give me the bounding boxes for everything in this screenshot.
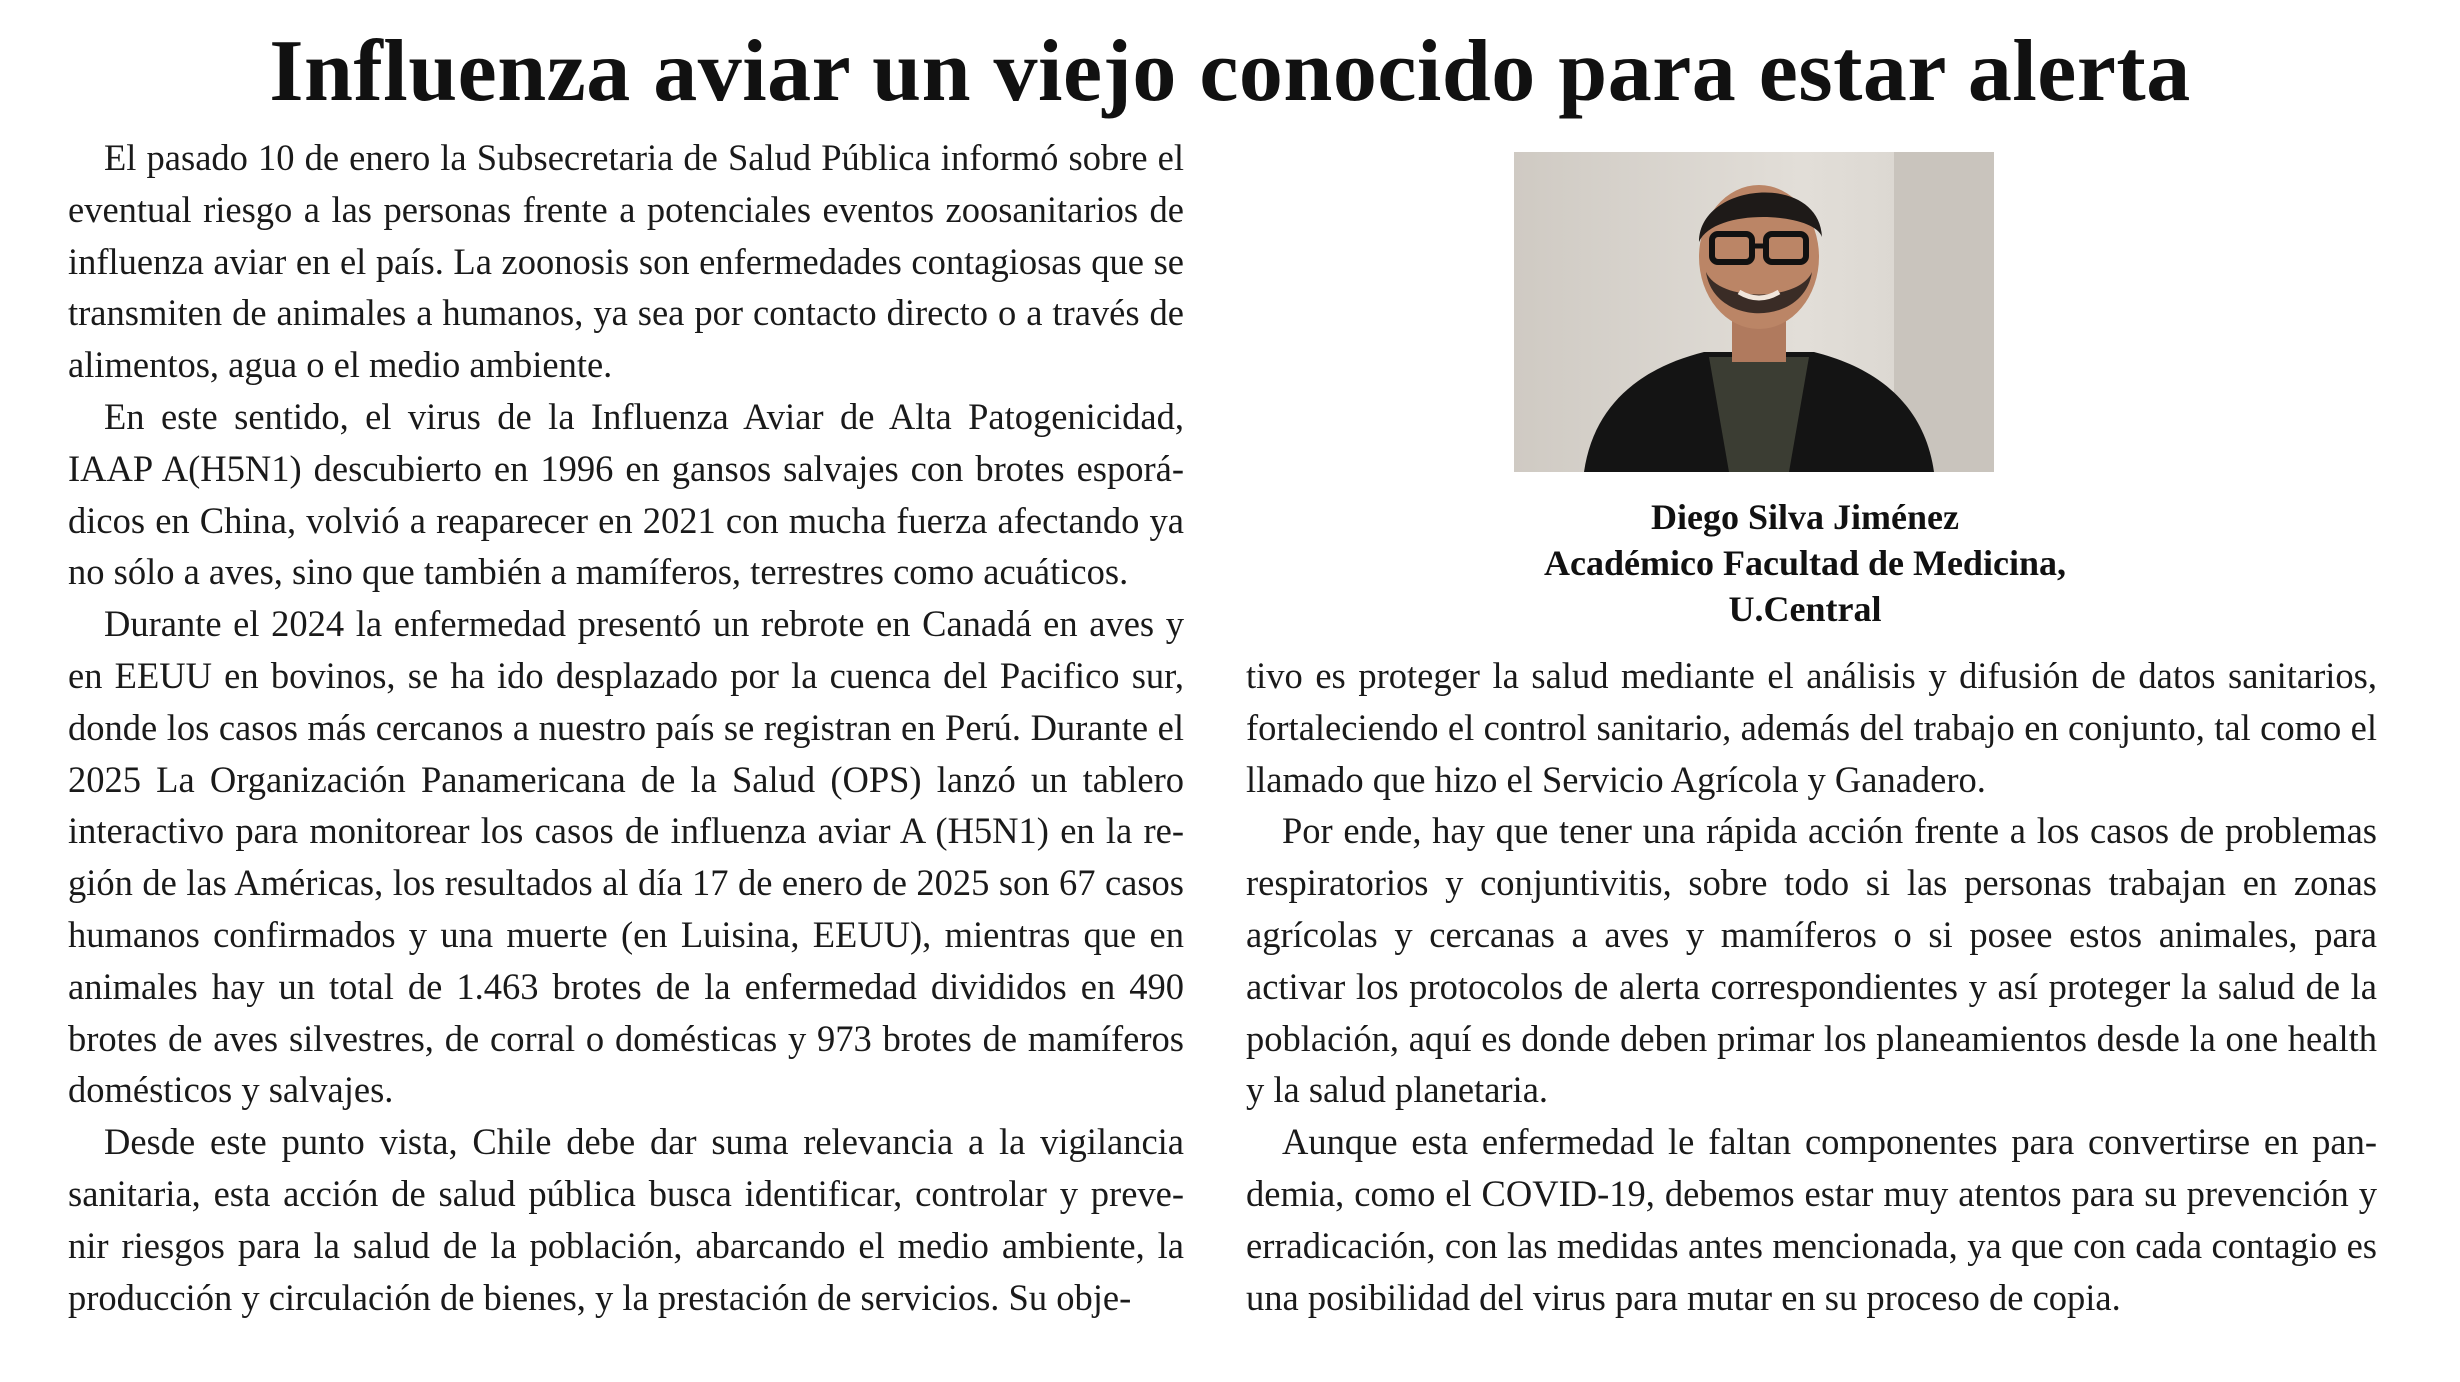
author-portrait-icon (1514, 152, 1994, 472)
article-paragraph: Desde este punto vista, Chile debe dar suma relevancia a la vigilancia sanitaria, esta acción de salud pública busca identificar, controlar y preve-nir riesgos para la salud de la población, abarcando el medio ambiente, la producción y circulación de bienes, y la prestación de servicios. Su obje- (68, 1121, 1184, 1318)
article-paragraph: Durante el 2024 la enfermedad presentó un rebrote en Canadá en aves y en EEUU en bovinos, se ha ido desplazado por la cuenca del Pacifico sur, donde los casos más cercanos a nuestro país se registran en Perú. Durante el 2025 La Organización Panamericana de la Salud (OPS) lanzó un tablero interactivo para monitorear los casos de influenza aviar A (H5N1) en la re-gión de las Américas, los resultados al día 17 de enero de 2025 son 67 casos humanos confirmados y una muerte (en Luisina, EEUU), mientras que en animales hay un total de 1.463 brotes de la enfermedad divididos en 490 brotes de aves silvestres, de corral o domésticas y 973 brotes de mamíferos domésticos y salvajes. (68, 603, 1184, 1111)
article-column-left (68, 132, 1184, 1323)
author-name: Diego Silva Jiménez (1651, 497, 1959, 537)
author-caption (1430, 494, 2180, 632)
author-institution: U.Central (1728, 589, 1882, 629)
article-paragraph: Aunque esta enfermedad le faltan componentes para convertirse en pan-demia, como el COVID-19, debemos estar muy atentos para su prevención y erradicación, con las medidas antes mencionada, ya que con cada contagio es una posibilidad del virus para mutar en su proceso de copia. (1246, 1121, 2377, 1318)
article-paragraph: tivo es proteger la salud mediante el análisis y difusión de datos sanitarios, fortaleciendo el control sanitario, además del trabajo en conjunto, tal como el llamado que hizo el Servicio Agrícola y Ganadero. (1246, 655, 2377, 800)
author-role: Académico Facultad de Medicina, (1544, 543, 2066, 583)
author-photo (1514, 152, 1994, 472)
article-title: Influenza aviar un viejo conocido para estar alerta (269, 23, 2191, 120)
article-paragraph: Por ende, hay que tener una rápida acción frente a los casos de problemas respiratorios y conjuntivitis, sobre todo si las personas trabajan en zonas agrícolas y cercanas a aves y mamíferos o si posee estos animales, para activar los protocolos de alerta correspondientes y así proteger la salud de la población, aquí es donde deben primar los planeamientos desde la one health y la salud planetaria. (1246, 810, 2377, 1111)
article-paragraph: En este sentido, el virus de la Influenza Aviar de Alta Patogenicidad, IAAP A(H5N1) descubierto en 1996 en gansos salvajes con brotes esporá-dicos en China, volvió a reaparecer en 2021 con mucha fuerza afectando ya no sólo a aves, sino que también a mamíferos, terrestres como acuáticos. (68, 395, 1184, 593)
article-column-right (1246, 650, 2377, 1323)
article-paragraph: El pasado 10 de enero la Subsecretaria de Salud Pública informó sobre el eventual riesgo a las personas frente a potenciales eventos zoosanitarios de influenza aviar en el país. La zoonosis son enfermedades contagiosas que se transmiten de animales a humanos, ya sea por contacto directo o a través de alimentos, agua o el medio ambiente. (68, 137, 1184, 386)
